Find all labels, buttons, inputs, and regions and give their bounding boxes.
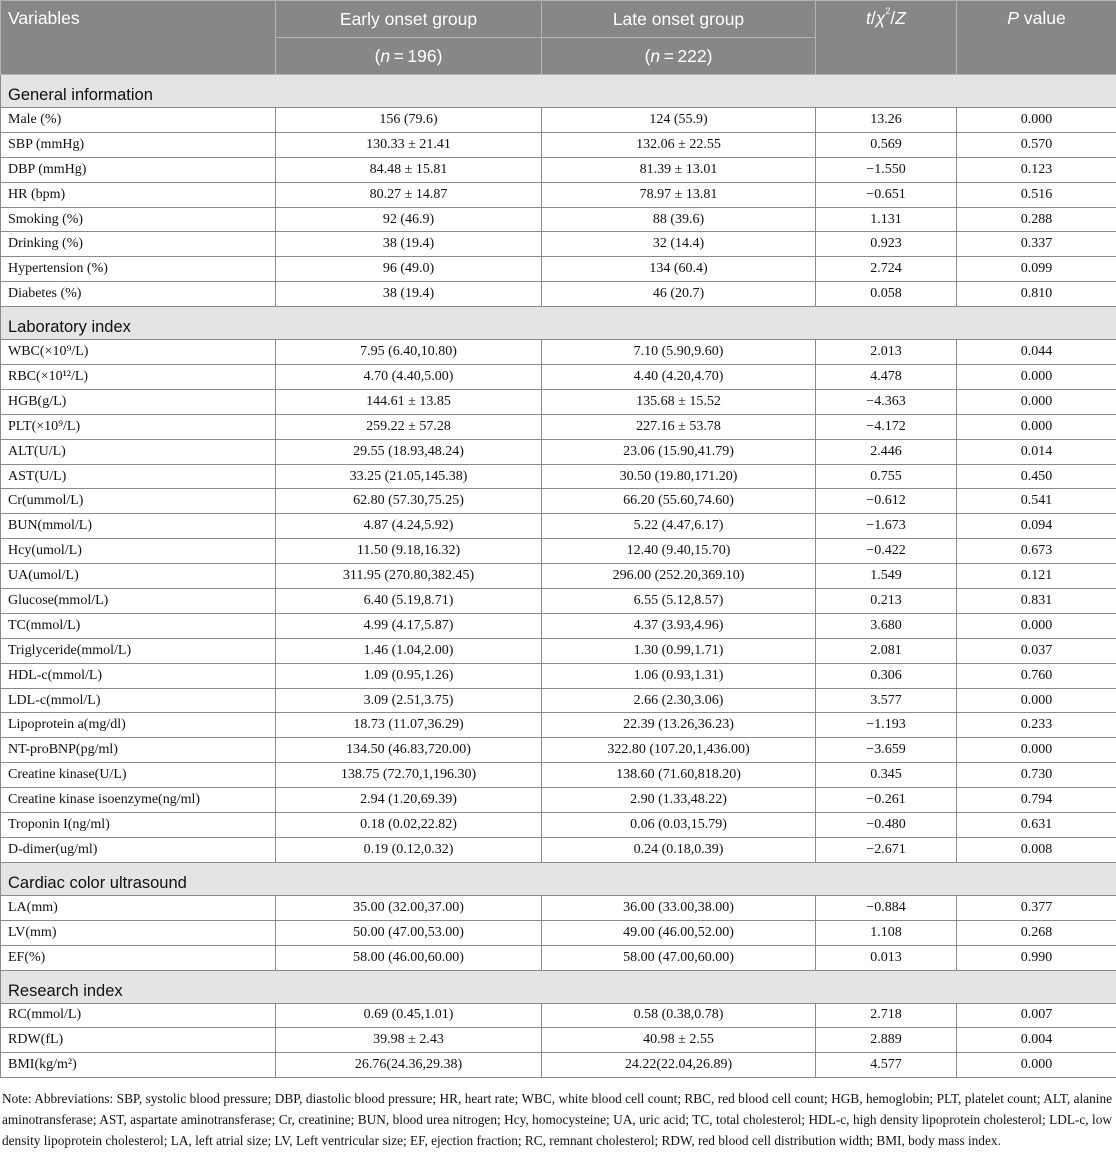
statistic-cell: 0.013 bbox=[816, 945, 957, 970]
early-value-cell: 38 (19.4) bbox=[276, 232, 542, 257]
table-row bbox=[1, 1053, 1116, 1078]
section-title: Research index bbox=[1, 970, 1116, 1003]
early-value-cell: 144.61 ± 13.85 bbox=[276, 389, 542, 414]
p-value-cell: 0.094 bbox=[957, 514, 1116, 539]
variable-cell: EF(%) bbox=[1, 945, 276, 970]
statistic-cell: 3.577 bbox=[816, 688, 957, 713]
statistic-cell: 2.724 bbox=[816, 257, 957, 282]
statistic-cell: 0.345 bbox=[816, 763, 957, 788]
table-row bbox=[1, 1028, 1116, 1053]
variable-cell: Smoking (%) bbox=[1, 207, 276, 232]
p-value-cell: 0.673 bbox=[957, 539, 1116, 564]
variable-cell: Glucose(mmol/L) bbox=[1, 589, 276, 614]
p-value-cell: 0.233 bbox=[957, 713, 1116, 738]
late-value-cell: 5.22 (4.47,6.17) bbox=[542, 514, 816, 539]
table-row bbox=[1, 514, 1116, 539]
statistic-cell: 0.569 bbox=[816, 132, 957, 157]
statistic-cell: −0.261 bbox=[816, 788, 957, 813]
early-value-cell: 4.70 (4.40,5.00) bbox=[276, 365, 542, 390]
table-row bbox=[1, 389, 1116, 414]
p-value-cell: 0.000 bbox=[957, 613, 1116, 638]
variable-cell: Troponin I(ng/ml) bbox=[1, 813, 276, 838]
statistic-cell: 1.108 bbox=[816, 920, 957, 945]
early-value-cell: 1.46 (1.04,2.00) bbox=[276, 638, 542, 663]
statistic-cell: 2.013 bbox=[816, 340, 957, 365]
early-value-cell: 39.98 ± 2.43 bbox=[276, 1028, 542, 1053]
variable-cell: LV(mm) bbox=[1, 920, 276, 945]
late-value-cell: 0.24 (0.18,0.39) bbox=[542, 837, 816, 862]
late-value-cell: 66.20 (55.60,74.60) bbox=[542, 489, 816, 514]
statistic-cell: −1.673 bbox=[816, 514, 957, 539]
variable-cell: DBP (mmHg) bbox=[1, 157, 276, 182]
statistic-cell: 4.577 bbox=[816, 1053, 957, 1078]
early-value-cell: 2.94 (1.20,69.39) bbox=[276, 788, 542, 813]
late-value-cell: 46 (20.7) bbox=[542, 282, 816, 307]
variable-cell: Drinking (%) bbox=[1, 232, 276, 257]
table-row bbox=[1, 763, 1116, 788]
statistic-cell: −1.550 bbox=[816, 157, 957, 182]
statistic-cell: −4.172 bbox=[816, 414, 957, 439]
early-value-cell: 6.40 (5.19,8.71) bbox=[276, 589, 542, 614]
variable-cell: ALT(U/L) bbox=[1, 439, 276, 464]
table-row bbox=[1, 813, 1116, 838]
p-value-cell: 0.000 bbox=[957, 414, 1116, 439]
p-value-cell: 0.541 bbox=[957, 489, 1116, 514]
p-value-cell: 0.000 bbox=[957, 738, 1116, 763]
variable-cell: UA(umol/L) bbox=[1, 564, 276, 589]
section-title: Cardiac color ultrasound bbox=[1, 862, 1116, 895]
statistic-cell: −0.884 bbox=[816, 895, 957, 920]
statistic-cell: 0.306 bbox=[816, 663, 957, 688]
late-value-cell: 58.00 (47.00,60.00) bbox=[542, 945, 816, 970]
statistic-cell: 0.058 bbox=[816, 282, 957, 307]
early-value-cell: 26.76(24.36,29.38) bbox=[276, 1053, 542, 1078]
statistic-cell: 3.680 bbox=[816, 613, 957, 638]
late-value-cell: 78.97 ± 13.81 bbox=[542, 182, 816, 207]
statistic-cell: 0.213 bbox=[816, 589, 957, 614]
statistic-cell: −4.363 bbox=[816, 389, 957, 414]
section-row bbox=[1, 862, 1116, 895]
table-row bbox=[1, 663, 1116, 688]
variable-cell: Lipoprotein a(mg/dl) bbox=[1, 713, 276, 738]
early-value-cell: 156 (79.6) bbox=[276, 108, 542, 133]
p-value-cell: 0.000 bbox=[957, 389, 1116, 414]
statistic-cell: 2.718 bbox=[816, 1003, 957, 1028]
late-value-cell: 2.66 (2.30,3.06) bbox=[542, 688, 816, 713]
table-row bbox=[1, 688, 1116, 713]
late-value-cell: 4.37 (3.93,4.96) bbox=[542, 613, 816, 638]
table-row bbox=[1, 1003, 1116, 1028]
early-value-cell: 259.22 ± 57.28 bbox=[276, 414, 542, 439]
table-row bbox=[1, 589, 1116, 614]
early-value-cell: 1.09 (0.95,1.26) bbox=[276, 663, 542, 688]
table-row bbox=[1, 638, 1116, 663]
late-value-cell: 24.22(22.04,26.89) bbox=[542, 1053, 816, 1078]
table-row bbox=[1, 539, 1116, 564]
p-value-cell: 0.000 bbox=[957, 688, 1116, 713]
variable-cell: LA(mm) bbox=[1, 895, 276, 920]
p-value-cell: 0.631 bbox=[957, 813, 1116, 838]
early-value-cell: 4.87 (4.24,5.92) bbox=[276, 514, 542, 539]
header-p-value: P value bbox=[957, 1, 1116, 75]
early-value-cell: 11.50 (9.18,16.32) bbox=[276, 539, 542, 564]
late-value-cell: 296.00 (252.20,369.10) bbox=[542, 564, 816, 589]
section-row bbox=[1, 307, 1116, 340]
late-value-cell: 23.06 (15.90,41.79) bbox=[542, 439, 816, 464]
late-value-cell: 134 (60.4) bbox=[542, 257, 816, 282]
early-value-cell: 130.33 ± 21.41 bbox=[276, 132, 542, 157]
header-statistic: $t/\chi^2/Z$ bbox=[816, 1, 957, 75]
table-row bbox=[1, 788, 1116, 813]
early-value-cell: 80.27 ± 14.87 bbox=[276, 182, 542, 207]
early-value-cell: 3.09 (2.51,3.75) bbox=[276, 688, 542, 713]
early-value-cell: 138.75 (72.70,1,196.30) bbox=[276, 763, 542, 788]
statistic-cell: −0.612 bbox=[816, 489, 957, 514]
table-row bbox=[1, 108, 1116, 133]
p-value-cell: 0.794 bbox=[957, 788, 1116, 813]
p-value-cell: 0.037 bbox=[957, 638, 1116, 663]
early-value-cell: 4.99 (4.17,5.87) bbox=[276, 613, 542, 638]
p-value-cell: 0.000 bbox=[957, 1053, 1116, 1078]
table-row bbox=[1, 365, 1116, 390]
p-value-cell: 0.760 bbox=[957, 663, 1116, 688]
table-row bbox=[1, 282, 1116, 307]
statistic-cell: 13.26 bbox=[816, 108, 957, 133]
late-value-cell: 0.58 (0.38,0.78) bbox=[542, 1003, 816, 1028]
late-value-cell: 81.39 ± 13.01 bbox=[542, 157, 816, 182]
variable-cell: Hcy(umol/L) bbox=[1, 539, 276, 564]
table-row bbox=[1, 340, 1116, 365]
variable-cell: BUN(mmol/L) bbox=[1, 514, 276, 539]
late-value-cell: 30.50 (19.80,171.20) bbox=[542, 464, 816, 489]
table-row bbox=[1, 439, 1116, 464]
table-row bbox=[1, 207, 1116, 232]
late-value-cell: 49.00 (46.00,52.00) bbox=[542, 920, 816, 945]
late-value-cell: 36.00 (33.00,38.00) bbox=[542, 895, 816, 920]
statistic-cell: −1.193 bbox=[816, 713, 957, 738]
variable-cell: Triglyceride(mmol/L) bbox=[1, 638, 276, 663]
header-variables: Variables bbox=[1, 1, 276, 75]
early-value-cell: 0.18 (0.02,22.82) bbox=[276, 813, 542, 838]
statistic-cell: 0.755 bbox=[816, 464, 957, 489]
variable-cell: RC(mmol/L) bbox=[1, 1003, 276, 1028]
p-value-cell: 0.121 bbox=[957, 564, 1116, 589]
early-value-cell: 311.95 (270.80,382.45) bbox=[276, 564, 542, 589]
table-header bbox=[1, 1, 1116, 75]
variable-cell: HGB(g/L) bbox=[1, 389, 276, 414]
variable-cell: AST(U/L) bbox=[1, 464, 276, 489]
variable-cell: TC(mmol/L) bbox=[1, 613, 276, 638]
section-title: General information bbox=[1, 75, 1116, 108]
header-late-onset: Late onset group bbox=[542, 1, 816, 38]
statistic-cell: 0.923 bbox=[816, 232, 957, 257]
late-value-cell: 1.30 (0.99,1.71) bbox=[542, 638, 816, 663]
table-row bbox=[1, 464, 1116, 489]
late-value-cell: 135.68 ± 15.52 bbox=[542, 389, 816, 414]
late-value-cell: 6.55 (5.12,8.57) bbox=[542, 589, 816, 614]
statistic-cell: −2.671 bbox=[816, 837, 957, 862]
late-value-cell: 2.90 (1.33,48.22) bbox=[542, 788, 816, 813]
section-row bbox=[1, 75, 1116, 108]
statistic-cell: 4.478 bbox=[816, 365, 957, 390]
p-value-cell: 0.377 bbox=[957, 895, 1116, 920]
p-value-cell: 0.044 bbox=[957, 340, 1116, 365]
table-footnote: Note: Abbreviations: SBP, systolic blood pressure; DBP, diastolic blood pressure; HR, heart rate; WBC, white blood cell count; RBC, red blood cell count; HGB, hemoglobin; PLT, platelet count; ALT, alanine aminotransferase; AST, aspartate aminotransferase; Cr, creatinine; BUN, blood urea nitrogen; Hcy, homocysteine; UA, uric acid; TC, total cholesterol; HDL-c, high density lipoprotein cholesterol; LDL-c, low density lipoprotein cholesterol; LA, left atrial size; LV, Left ventricular size; EF, ejection fraction; RC, remnant cholesterol; RDW, red blood cell distribution width; BMI, body mass index. bbox=[2, 1091, 1112, 1149]
p-value-cell: 0.990 bbox=[957, 945, 1116, 970]
variable-cell: WBC(×10⁹/L) bbox=[1, 340, 276, 365]
table-row bbox=[1, 132, 1116, 157]
early-value-cell: 92 (46.9) bbox=[276, 207, 542, 232]
table-row bbox=[1, 920, 1116, 945]
late-value-cell: 322.80 (107.20,1,436.00) bbox=[542, 738, 816, 763]
table-row bbox=[1, 232, 1116, 257]
early-value-cell: 62.80 (57.30,75.25) bbox=[276, 489, 542, 514]
table-row bbox=[1, 157, 1116, 182]
late-value-cell: 1.06 (0.93,1.31) bbox=[542, 663, 816, 688]
p-value-cell: 0.730 bbox=[957, 763, 1116, 788]
late-value-cell: 227.16 ± 53.78 bbox=[542, 414, 816, 439]
variable-cell: HR (bpm) bbox=[1, 182, 276, 207]
table-row bbox=[1, 564, 1116, 589]
table-row bbox=[1, 837, 1116, 862]
section-title: Laboratory index bbox=[1, 307, 1116, 340]
p-value-cell: 0.268 bbox=[957, 920, 1116, 945]
variable-cell: Male (%) bbox=[1, 108, 276, 133]
table-row bbox=[1, 489, 1116, 514]
late-value-cell: 22.39 (13.26,36.23) bbox=[542, 713, 816, 738]
early-value-cell: 29.55 (18.93,48.24) bbox=[276, 439, 542, 464]
early-value-cell: 33.25 (21.05,145.38) bbox=[276, 464, 542, 489]
header-early-onset: Early onset group bbox=[276, 1, 542, 38]
table-row bbox=[1, 713, 1116, 738]
variable-cell: LDL-c(mmol/L) bbox=[1, 688, 276, 713]
early-value-cell: 0.19 (0.12,0.32) bbox=[276, 837, 542, 862]
variable-cell: BMI(kg/m²) bbox=[1, 1053, 276, 1078]
p-value-cell: 0.000 bbox=[957, 108, 1116, 133]
table-body bbox=[1, 75, 1116, 1078]
variable-cell: Diabetes (%) bbox=[1, 282, 276, 307]
statistic-cell: 1.131 bbox=[816, 207, 957, 232]
early-value-cell: 7.95 (6.40,10.80) bbox=[276, 340, 542, 365]
variable-cell: RDW(fL) bbox=[1, 1028, 276, 1053]
variable-cell: HDL-c(mmol/L) bbox=[1, 663, 276, 688]
p-value-cell: 0.123 bbox=[957, 157, 1116, 182]
early-value-cell: 134.50 (46.83,720.00) bbox=[276, 738, 542, 763]
p-value-cell: 0.008 bbox=[957, 837, 1116, 862]
statistic-cell: −3.659 bbox=[816, 738, 957, 763]
late-value-cell: 7.10 (5.90,9.60) bbox=[542, 340, 816, 365]
table-row bbox=[1, 895, 1116, 920]
late-value-cell: 88 (39.6) bbox=[542, 207, 816, 232]
late-value-cell: 40.98 ± 2.55 bbox=[542, 1028, 816, 1053]
early-value-cell: 35.00 (32.00,37.00) bbox=[276, 895, 542, 920]
statistic-cell: 1.549 bbox=[816, 564, 957, 589]
statistic-cell: 2.889 bbox=[816, 1028, 957, 1053]
variable-cell: RBC(×10¹²/L) bbox=[1, 365, 276, 390]
variable-cell: Hypertension (%) bbox=[1, 257, 276, 282]
late-value-cell: 132.06 ± 22.55 bbox=[542, 132, 816, 157]
p-value-cell: 0.099 bbox=[957, 257, 1116, 282]
late-value-cell: 138.60 (71.60,818.20) bbox=[542, 763, 816, 788]
early-value-cell: 0.69 (0.45,1.01) bbox=[276, 1003, 542, 1028]
statistic-cell: −0.422 bbox=[816, 539, 957, 564]
variable-cell: Creatine kinase isoenzyme(ng/ml) bbox=[1, 788, 276, 813]
p-value-cell: 0.831 bbox=[957, 589, 1116, 614]
variable-cell: SBP (mmHg) bbox=[1, 132, 276, 157]
variable-cell: Cr(ummol/L) bbox=[1, 489, 276, 514]
late-value-cell: 124 (55.9) bbox=[542, 108, 816, 133]
statistic-cell: 2.081 bbox=[816, 638, 957, 663]
early-value-cell: 96 (49.0) bbox=[276, 257, 542, 282]
early-value-cell: 38 (19.4) bbox=[276, 282, 542, 307]
early-value-cell: 18.73 (11.07,36.29) bbox=[276, 713, 542, 738]
table-row bbox=[1, 738, 1116, 763]
p-value-cell: 0.337 bbox=[957, 232, 1116, 257]
late-value-cell: 32 (14.4) bbox=[542, 232, 816, 257]
table-row bbox=[1, 414, 1116, 439]
section-row bbox=[1, 970, 1116, 1003]
late-value-cell: 4.40 (4.20,4.70) bbox=[542, 365, 816, 390]
table-row bbox=[1, 182, 1116, 207]
p-value-cell: 0.014 bbox=[957, 439, 1116, 464]
p-value-cell: 0.810 bbox=[957, 282, 1116, 307]
late-value-cell: 12.40 (9.40,15.70) bbox=[542, 539, 816, 564]
statistic-cell: 2.446 bbox=[816, 439, 957, 464]
variable-cell: Creatine kinase(U/L) bbox=[1, 763, 276, 788]
p-value-cell: 0.570 bbox=[957, 132, 1116, 157]
p-value-cell: 0.450 bbox=[957, 464, 1116, 489]
early-value-cell: 84.48 ± 15.81 bbox=[276, 157, 542, 182]
table-row bbox=[1, 613, 1116, 638]
variable-cell: NT-proBNP(pg/ml) bbox=[1, 738, 276, 763]
p-value-cell: 0.007 bbox=[957, 1003, 1116, 1028]
statistic-cell: −0.480 bbox=[816, 813, 957, 838]
p-value-cell: 0.288 bbox=[957, 207, 1116, 232]
variable-cell: PLT(×10⁹/L) bbox=[1, 414, 276, 439]
p-value-cell: 0.004 bbox=[957, 1028, 1116, 1053]
table-row bbox=[1, 257, 1116, 282]
header-late-n: (n = 222) bbox=[542, 38, 816, 75]
statistic-cell: −0.651 bbox=[816, 182, 957, 207]
early-value-cell: 50.00 (47.00,53.00) bbox=[276, 920, 542, 945]
late-value-cell: 0.06 (0.03,15.79) bbox=[542, 813, 816, 838]
p-value-cell: 0.516 bbox=[957, 182, 1116, 207]
header-early-n: (n = 196) bbox=[276, 38, 542, 75]
variable-cell: D-dimer(ug/ml) bbox=[1, 837, 276, 862]
table-row bbox=[1, 945, 1116, 970]
early-value-cell: 58.00 (46.00,60.00) bbox=[276, 945, 542, 970]
p-value-cell: 0.000 bbox=[957, 365, 1116, 390]
